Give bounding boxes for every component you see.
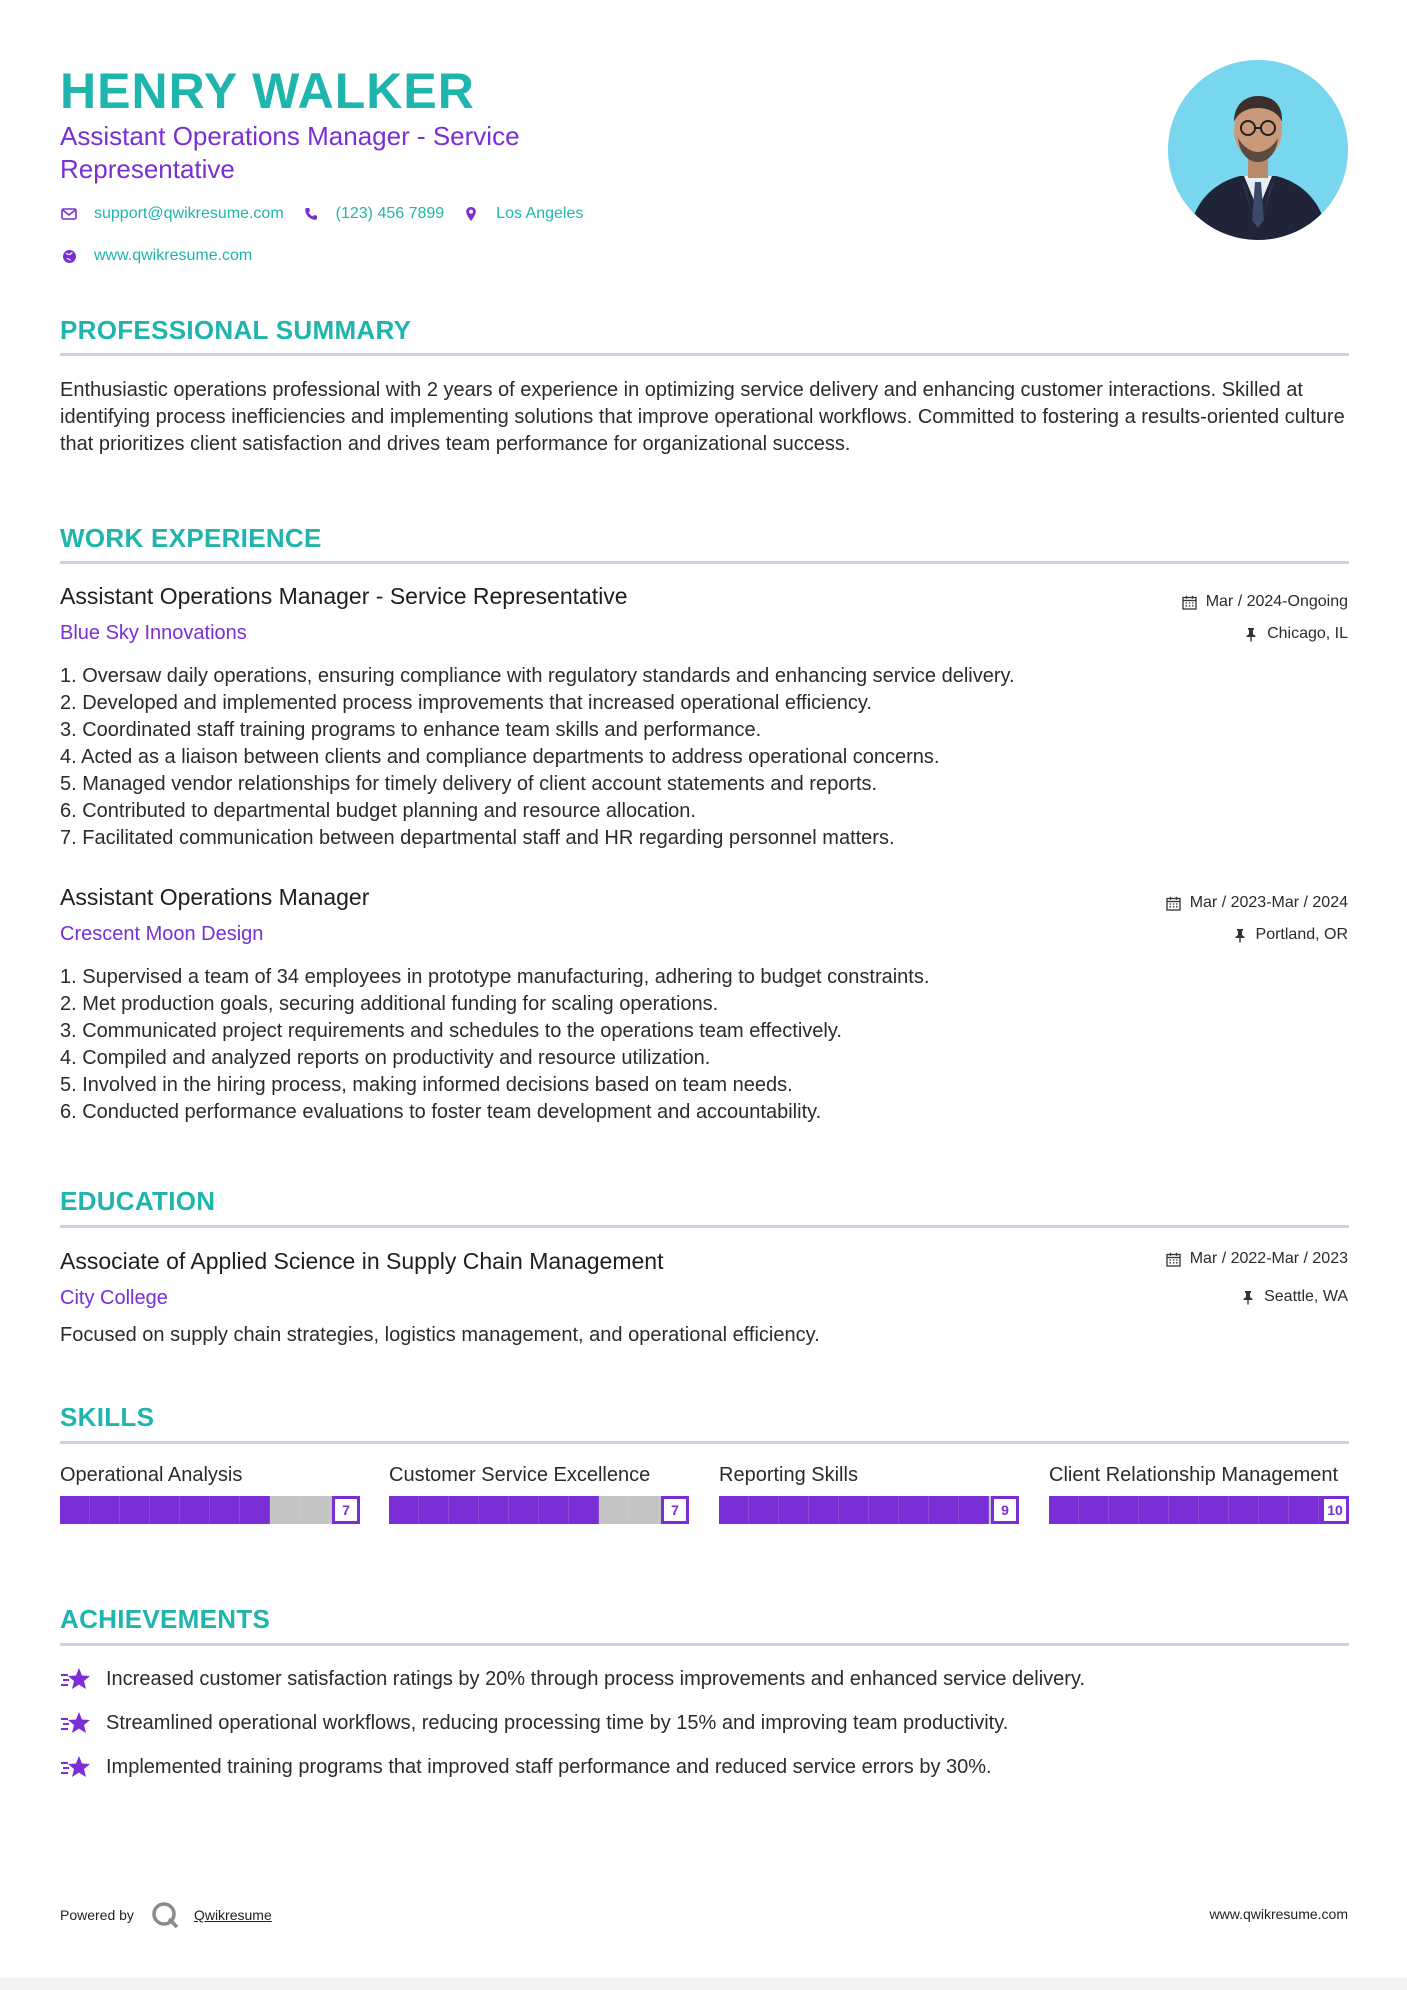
skill-bar-segment <box>180 1496 210 1524</box>
location-text: Los Angeles <box>496 205 584 222</box>
skill-customer-service-excellence <box>389 1462 689 1523</box>
qwikresume-logo-icon <box>150 1900 180 1930</box>
skill-bar-segment <box>719 1496 749 1524</box>
summary-text: Enthusiastic operations professional with 2 years of experience in optimizing service delivery and enhancing customer interactions. Skilled at identifying process inefficiencies and implementing solutions that improve operational workflows. Committed to fostering a results-oriented culture that prioritizes client satisfaction and drives team performance for organizational success. <box>60 379 1345 455</box>
skill-rating-bar <box>719 1497 1019 1523</box>
list-item: 6. Conducted performance evaluations to foster team development and accountability. <box>60 1101 822 1123</box>
candidate-title: Assistant Operations Manager - Service Representative <box>60 121 520 184</box>
job-1-company: Blue Sky Innovations <box>60 622 247 644</box>
skill-bar-segment <box>449 1496 479 1524</box>
summary-heading: PROFESSIONAL SUMMARY <box>60 315 412 345</box>
achievement-item <box>60 1753 992 1781</box>
achievements-heading: ACHIEVEMENTS <box>60 1604 271 1634</box>
skill-rating-bar <box>1049 1497 1349 1523</box>
education-location <box>1240 1288 1348 1306</box>
skill-bar-segment <box>1289 1496 1319 1524</box>
calendar-icon <box>1166 895 1182 911</box>
list-item: 2. Met production goals, securing additional funding for scaling operations. <box>60 993 719 1015</box>
job-2-dates <box>1166 894 1348 912</box>
skill-bar-segment <box>749 1496 779 1524</box>
skill-client-relationship-management <box>1049 1462 1349 1523</box>
contact-row-1 <box>60 205 601 223</box>
footer-url[interactable]: www.qwikresume.com <box>1209 1906 1348 1922</box>
candidate-name: HENRY WALKER <box>60 63 475 119</box>
school-name: City College <box>60 1287 168 1309</box>
skill-rating-bar <box>389 1497 689 1523</box>
skill-bar-segment <box>479 1496 509 1524</box>
page-bottom-band <box>0 1978 1407 1990</box>
job-1-dates-text: Mar / 2024-Ongoing <box>1205 593 1348 610</box>
education-divider <box>60 1225 1349 1228</box>
skill-bar-segment <box>1199 1496 1229 1524</box>
skill-bar-segment <box>1139 1496 1169 1524</box>
skill-bar-segment <box>389 1496 419 1524</box>
skill-bar-segment <box>629 1496 659 1524</box>
powered-by-label: Powered by <box>60 1907 134 1923</box>
email-contact[interactable] <box>60 205 284 223</box>
list-item: 5. Involved in the hiring process, making informed decisions based on team needs. <box>60 1074 793 1096</box>
list-item: 1. Oversaw daily operations, ensuring compliance with regulatory standards and enhancing service delivery. <box>60 665 1015 687</box>
skill-bar-segment <box>959 1496 989 1524</box>
skill-bar-segment <box>809 1496 839 1524</box>
website-text: www.qwikresume.com <box>94 247 253 264</box>
achievement-text: Increased customer satisfaction ratings by 20% through process improvements and enhanced service delivery. <box>106 1667 1086 1690</box>
qwikresume-link[interactable]: Qwikresume <box>193 1907 272 1923</box>
job-1-location-text: Chicago, IL <box>1267 625 1348 642</box>
achievement-item <box>60 1709 1008 1737</box>
skill-bar-segment <box>60 1496 90 1524</box>
skill-score: 9 <box>991 1496 1019 1524</box>
skill-bar-segment <box>1259 1496 1289 1524</box>
star-icon <box>60 1665 92 1693</box>
calendar-icon <box>1182 594 1198 610</box>
education-dates-text: Mar / 2022-Mar / 2023 <box>1189 1250 1348 1267</box>
skill-bar-segment <box>539 1496 569 1524</box>
summary-divider <box>60 353 1349 356</box>
skill-bar-segment <box>929 1496 959 1524</box>
list-item: 1. Supervised a team of 34 employees in prototype manufacturing, adhering to budget constraints. <box>60 966 930 988</box>
skills-divider <box>60 1441 1349 1444</box>
achievements-divider <box>60 1643 1349 1646</box>
experience-heading: WORK EXPERIENCE <box>60 523 322 553</box>
skill-bar-segment <box>240 1496 270 1524</box>
phone-icon <box>302 205 320 223</box>
skill-bar-segment <box>300 1496 330 1524</box>
skill-bar-segment <box>869 1496 899 1524</box>
skill-bar-segment <box>1079 1496 1109 1524</box>
contact-row-2 <box>60 247 270 265</box>
map-pin-icon <box>462 205 480 223</box>
skill-score: 10 <box>1321 1496 1349 1524</box>
skill-bar-segment <box>839 1496 869 1524</box>
achievement-text: Streamlined operational workflows, reducing processing time by 15% and improving team productivity. <box>106 1711 1009 1734</box>
list-item: 3. Coordinated staff training programs to enhance team skills and performance. <box>60 719 762 741</box>
education-heading: EDUCATION <box>60 1186 216 1216</box>
experience-divider <box>60 561 1349 564</box>
star-icon <box>60 1709 92 1737</box>
pushpin-icon <box>1232 927 1248 943</box>
skills-heading: SKILLS <box>60 1402 155 1432</box>
phone-contact[interactable] <box>302 205 445 223</box>
education-dates <box>1166 1250 1348 1268</box>
skill-bar-segment <box>210 1496 240 1524</box>
calendar-icon <box>1166 1251 1182 1267</box>
skill-bar-segment <box>419 1496 449 1524</box>
skill-bar-segment <box>569 1496 599 1524</box>
footer-powered-by <box>60 1900 272 1930</box>
job-1-dates <box>1182 593 1348 611</box>
website-contact[interactable] <box>60 247 252 265</box>
job-2-location-text: Portland, OR <box>1255 926 1348 943</box>
skill-name: Customer Service Excellence <box>389 1464 651 1486</box>
achievement-text: Implemented training programs that improved staff performance and reduced service errors by 30%. <box>106 1755 992 1778</box>
job-1-bullets <box>60 663 1350 852</box>
job-2-dates-text: Mar / 2023-Mar / 2024 <box>1189 894 1348 911</box>
skill-bar-segment <box>1109 1496 1139 1524</box>
skill-bar-segment <box>270 1496 300 1524</box>
skill-bar-segment <box>120 1496 150 1524</box>
skill-bar-segment <box>899 1496 929 1524</box>
list-item: 3. Communicated project requirements and schedules to the operations team effectively. <box>60 1020 842 1042</box>
star-icon <box>60 1753 92 1781</box>
skill-operational-analysis <box>60 1462 360 1523</box>
degree-title: Associate of Applied Science in Supply Chain Management <box>60 1248 664 1274</box>
job-2-location <box>1232 926 1348 944</box>
pushpin-icon <box>1243 626 1259 642</box>
education-location-text: Seattle, WA <box>1264 1288 1348 1305</box>
job-2-company: Crescent Moon Design <box>60 923 264 945</box>
skill-bar-segment <box>779 1496 809 1524</box>
list-item: 4. Acted as a liaison between clients and compliance departments to address operational concerns. <box>60 746 940 768</box>
skill-bar-segment <box>150 1496 180 1524</box>
skill-bar-segment <box>509 1496 539 1524</box>
skill-name: Reporting Skills <box>719 1464 858 1486</box>
job-2-title: Assistant Operations Manager <box>60 884 370 910</box>
skill-bar-segment <box>1169 1496 1199 1524</box>
profile-photo <box>1168 60 1348 240</box>
job-1-location <box>1243 625 1348 643</box>
list-item: 2. Developed and implemented process improvements that increased operational efficiency. <box>60 692 872 714</box>
job-1-title: Assistant Operations Manager - Service Representative <box>60 583 628 609</box>
education-description: Focused on supply chain strategies, logistics management, and operational efficiency. <box>60 1324 820 1346</box>
list-item: 4. Compiled and analyzed reports on productivity and resource utilization. <box>60 1047 711 1069</box>
skill-bar-segment <box>1049 1496 1079 1524</box>
phone-text: (123) 456 7899 <box>335 205 445 222</box>
list-item: 5. Managed vendor relationships for timely delivery of client account statements and reports. <box>60 773 878 795</box>
achievement-item <box>60 1665 1085 1693</box>
location-contact <box>462 205 583 223</box>
list-item: 7. Facilitated communication between departmental staff and HR regarding personnel matters. <box>60 827 895 849</box>
job-2-bullets <box>60 964 1350 1126</box>
list-item: 6. Contributed to departmental budget planning and resource allocation. <box>60 800 696 822</box>
skill-score: 7 <box>332 1496 360 1524</box>
skill-bar-segment <box>90 1496 120 1524</box>
skill-name: Client Relationship Management <box>1049 1464 1339 1486</box>
globe-icon <box>60 247 78 265</box>
skill-score: 7 <box>661 1496 689 1524</box>
envelope-icon <box>60 205 78 223</box>
skill-bar-segment <box>1229 1496 1259 1524</box>
pushpin-icon <box>1240 1289 1256 1305</box>
skill-bar-segment <box>599 1496 629 1524</box>
skill-name: Operational Analysis <box>60 1464 243 1486</box>
email-text: support@qwikresume.com <box>94 205 284 222</box>
skill-rating-bar <box>60 1497 360 1523</box>
skill-reporting-skills <box>719 1462 1019 1523</box>
